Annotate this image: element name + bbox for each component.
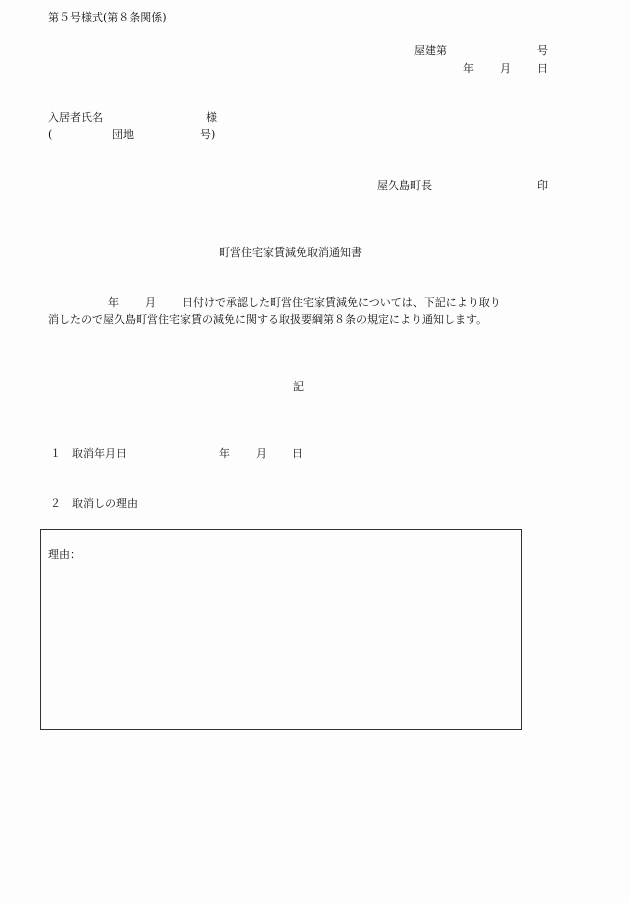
address-paren-open: ( [48, 128, 53, 141]
item2-label: 取消しの理由 [72, 497, 138, 510]
recipient-name-label: 入居者氏名 [48, 111, 103, 124]
issuer-seal-mark: 印 [537, 179, 548, 192]
body-year-label: 年 [108, 296, 119, 309]
recipient-honorific: 様 [206, 111, 217, 124]
date-day-label: 日 [537, 62, 548, 75]
reason-box[interactable] [40, 529, 522, 730]
body-month-label: 月 [145, 296, 156, 309]
date-month-label: 月 [500, 62, 511, 75]
body-text-line1: 日付けで承認した町営住宅家賃減免については、下記により取り [182, 296, 501, 309]
reason-label: 理由： [48, 548, 81, 561]
address-number-label: 号) [200, 128, 216, 141]
item1-label: 取消年月日 [72, 447, 127, 460]
form-number-label: 第５号様式(第８条関係) [48, 11, 167, 24]
reference-suffix: 号 [537, 44, 548, 57]
body-text-line2: 消したので屋久島町営住宅家賃の減免に関する取扱要綱第８条の規定により通知します。 [48, 313, 488, 326]
document-title: 町営住宅家賃減免取消通知書 [219, 246, 362, 259]
date-year-label: 年 [463, 62, 474, 75]
item1-day-label: 日 [292, 447, 303, 460]
reference-prefix: 屋建第 [414, 44, 447, 57]
issuer-title: 屋久島町長 [377, 179, 432, 192]
item1-number: １ [50, 447, 61, 460]
item1-year-label: 年 [219, 447, 230, 460]
address-danchi-label: 団地 [112, 128, 134, 141]
ki-heading: 記 [293, 380, 304, 393]
item2-number: ２ [50, 497, 61, 510]
item1-month-label: 月 [256, 447, 267, 460]
